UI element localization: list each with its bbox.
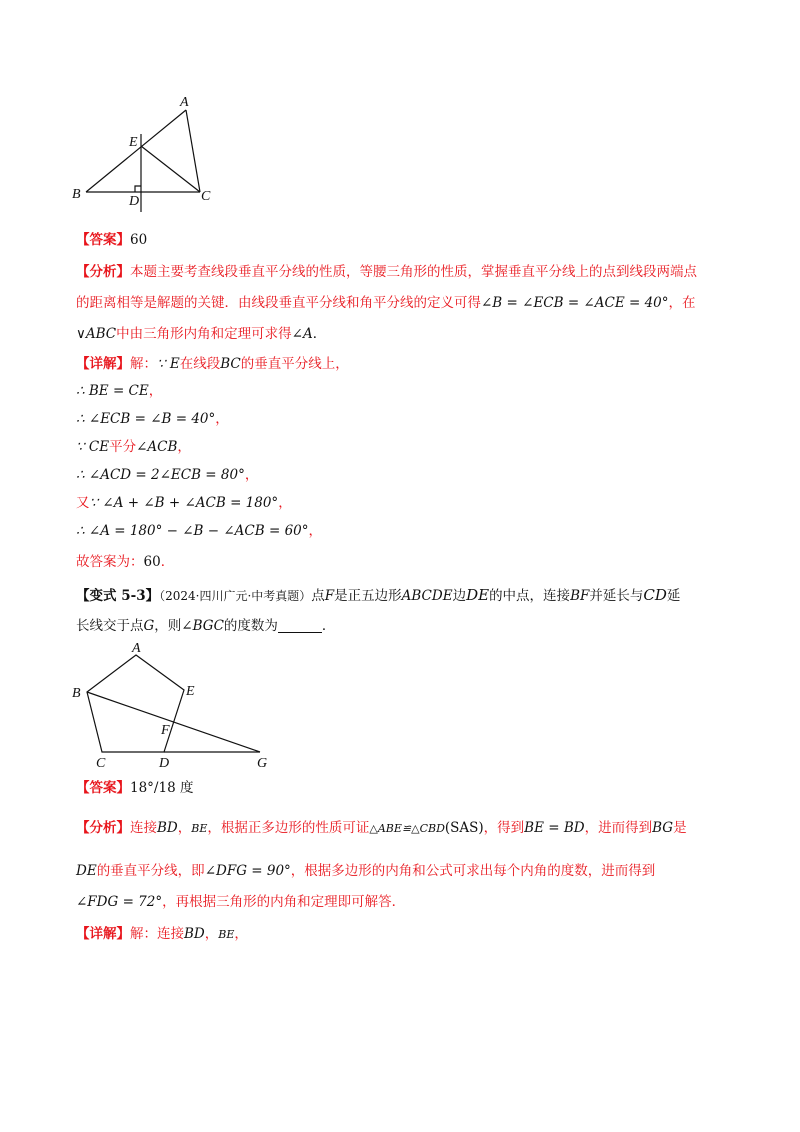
step-4-comma: ， bbox=[244, 467, 259, 483]
q-text-b: 是正五边形 bbox=[334, 588, 402, 604]
step-4 bbox=[76, 465, 258, 485]
an1-math-bg: BG bbox=[652, 820, 674, 836]
step-1-math: ∴ BE = CE bbox=[76, 383, 149, 399]
step-1-comma: ， bbox=[148, 383, 163, 399]
detail-math-e: ∵ E bbox=[157, 356, 180, 372]
step-1 bbox=[76, 381, 162, 401]
segment-ba bbox=[86, 110, 186, 192]
final-answer bbox=[76, 552, 174, 572]
an3-text-a: ，再根据三角形的内角和定理即可解答． bbox=[162, 894, 406, 910]
d1-math-bd: BD bbox=[184, 926, 205, 942]
answer-label: 【答案】 bbox=[76, 232, 130, 248]
detail-label-2: 【详解】 bbox=[76, 926, 130, 942]
detail-label: 【详解】 bbox=[76, 356, 130, 372]
d1-math-be: BE bbox=[218, 928, 235, 941]
an1-text-b: ，根据正多边形的性质可证 bbox=[207, 820, 370, 836]
answer-label-2: 【答案】 bbox=[76, 780, 130, 796]
variant-source: （2024·四川广元·中考真题） bbox=[159, 589, 312, 603]
segment-ac bbox=[186, 110, 200, 192]
an1-text-d: ，进而得到 bbox=[584, 820, 653, 836]
q-text-f: 延 bbox=[666, 588, 681, 604]
step-5 bbox=[76, 493, 292, 513]
analysis-angle-3: ∠A bbox=[291, 326, 313, 342]
q2-math-angle: ∠BGC bbox=[181, 618, 224, 634]
detail-line-1 bbox=[76, 354, 349, 374]
an2-text-a: 的垂直平分线，即 bbox=[96, 863, 205, 879]
step-5-math: ∵ ∠A + ∠B + ∠ACB = 180° bbox=[89, 495, 279, 511]
analysis-math-2: ∠B = ∠ECB = ∠ACE = 40° bbox=[481, 295, 669, 311]
figure-pentagon bbox=[60, 640, 290, 775]
an1-sep: ， bbox=[177, 820, 192, 836]
label-b: B bbox=[72, 187, 81, 202]
d1-end: ， bbox=[234, 926, 248, 942]
step-2 bbox=[76, 409, 229, 429]
an3-math: ∠FDG = 72° bbox=[76, 894, 163, 910]
right-angle-mark bbox=[135, 186, 141, 192]
final-text: 故答案为： bbox=[76, 554, 144, 570]
analysis2-line-1 bbox=[76, 818, 687, 839]
analysis2-line-2 bbox=[76, 861, 655, 881]
answer-value: 60 bbox=[130, 232, 148, 248]
analysis-end-2: ，在 bbox=[668, 295, 696, 311]
label-a: A bbox=[132, 641, 141, 656]
step-3-math-a: ∵ CE bbox=[76, 439, 110, 455]
detail-text-e: 的垂直平分线上， bbox=[240, 356, 349, 372]
q-text-a: 点 bbox=[311, 588, 325, 604]
an1-math-be: BE bbox=[191, 822, 208, 835]
an2-text-b: ，根据多边形的内角和公式可求出每个内角的度数，进而得到 bbox=[290, 863, 656, 879]
step-5-comma: ， bbox=[278, 495, 292, 511]
q-text-d: 的中点，连接 bbox=[489, 588, 571, 604]
label-a: A bbox=[180, 95, 189, 110]
analysis-math-3: ∨ABC bbox=[76, 326, 117, 342]
label-c: C bbox=[201, 189, 211, 204]
an1-text-c: ，得到 bbox=[483, 820, 525, 836]
variant-question-line-2 bbox=[76, 616, 335, 636]
an1-text-a: 连接 bbox=[130, 820, 157, 836]
an1-math-cong: △ABE≌△CBD bbox=[369, 822, 445, 835]
label-f: F bbox=[161, 723, 170, 738]
q2-end: ． bbox=[321, 618, 336, 634]
step-6-comma: ， bbox=[308, 523, 323, 539]
step-3-math-c: ∠ACB bbox=[136, 439, 178, 455]
variant-question-line-1 bbox=[76, 585, 680, 606]
label-e: E bbox=[186, 684, 195, 699]
detail-math-bc: BC bbox=[220, 356, 241, 372]
an2-math-de: DE bbox=[76, 863, 97, 879]
analysis-label-2: 【分析】 bbox=[76, 820, 130, 836]
detail-text-c: 在线段 bbox=[179, 356, 221, 372]
step-4-math: ∴ ∠ACD = 2∠ECB = 80° bbox=[76, 467, 245, 483]
detail2-line-1 bbox=[76, 924, 248, 945]
an1-math-sas: (SAS) bbox=[444, 820, 484, 836]
label-d: D bbox=[129, 194, 140, 209]
step-3 bbox=[76, 437, 191, 457]
step-6 bbox=[76, 521, 322, 541]
an1-text-e: 是 bbox=[673, 820, 687, 836]
step-5-text: 又 bbox=[76, 495, 90, 511]
q2-text-c: 的度数为 bbox=[223, 618, 278, 634]
final-period: ． bbox=[160, 554, 175, 570]
step-3-text: 平分 bbox=[109, 439, 137, 455]
analysis-end-3: ． bbox=[312, 326, 327, 342]
step-6-math: ∴ ∠A = 180° − ∠B − ∠ACB = 60° bbox=[76, 523, 309, 539]
d1-text-a: 解：连接 bbox=[130, 926, 184, 942]
label-b: B bbox=[72, 686, 81, 701]
analysis-text-3: 中由三角形内角和定理可求得 bbox=[116, 326, 292, 342]
answer-value-2: 18°/18 度 bbox=[130, 780, 194, 796]
analysis2-line-3 bbox=[76, 892, 405, 912]
analysis-line-1 bbox=[76, 262, 697, 282]
label-d: D bbox=[159, 756, 170, 771]
analysis-line-3 bbox=[76, 324, 326, 344]
variant-label: 【变式 5-3】 bbox=[76, 588, 160, 604]
q-math-cd: CD bbox=[643, 586, 667, 604]
segment-bg bbox=[87, 692, 260, 752]
segment-ec bbox=[141, 146, 200, 192]
an1-math-bd: BD bbox=[157, 820, 178, 836]
analysis-line-2 bbox=[76, 293, 696, 313]
q-math-de: DE bbox=[466, 586, 490, 604]
final-value: 60 bbox=[143, 554, 161, 570]
q-text-c: 边 bbox=[452, 588, 467, 604]
q2-text-b: ，则 bbox=[154, 618, 182, 634]
an1-math-eq: BE = BD bbox=[524, 820, 585, 836]
label-e: E bbox=[129, 135, 138, 150]
q-text-e: 并延长与 bbox=[589, 588, 644, 604]
answer-blank bbox=[278, 618, 322, 633]
detail-text-a: 解： bbox=[130, 356, 157, 372]
d1-sep: ， bbox=[204, 926, 219, 942]
q2-math-g: G bbox=[143, 618, 155, 634]
q-math-poly: ABCDE bbox=[401, 588, 453, 604]
q-math-bf: BF bbox=[570, 588, 590, 604]
analysis-label: 【分析】 bbox=[76, 264, 130, 280]
analysis-text-1: 本题主要考查线段垂直平分线的性质，等腰三角形的性质，掌握垂直平分线上的点到线段两端点 bbox=[130, 264, 697, 280]
figure-triangle-perpendicular-bisector bbox=[60, 88, 230, 218]
label-c: C bbox=[96, 756, 106, 771]
analysis-text-2: 的距离相等是解题的关键．由线段垂直平分线和角平分线的定义可得 bbox=[76, 295, 481, 311]
step-3-comma: ， bbox=[177, 439, 191, 455]
step-2-comma: ， bbox=[215, 411, 229, 427]
q-math-f: F bbox=[324, 588, 335, 604]
an2-math: ∠DFG = 90° bbox=[204, 863, 291, 879]
q2-text-a: 长线交于点 bbox=[76, 618, 144, 634]
answer-line-2 bbox=[76, 778, 193, 798]
answer-line-1 bbox=[76, 230, 147, 250]
step-2-math: ∴ ∠ECB = ∠B = 40° bbox=[76, 411, 216, 427]
label-g: G bbox=[257, 756, 268, 771]
